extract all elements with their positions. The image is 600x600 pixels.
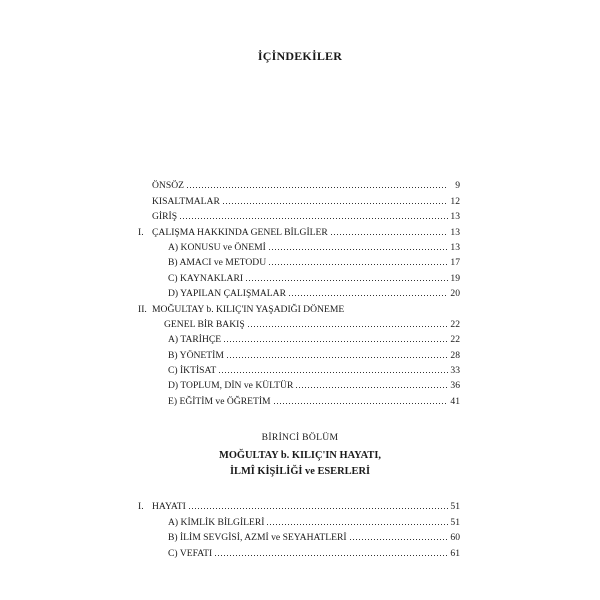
toc-entry xyxy=(138,222,460,237)
toc-dot-leader xyxy=(188,499,448,510)
toc-entry-page-number: 51 xyxy=(450,501,460,513)
toc-dot-leader xyxy=(245,271,448,282)
toc-entry-page-number: 36 xyxy=(450,380,460,392)
toc-entry-page-number: 13 xyxy=(450,211,460,223)
toc-dot-leader xyxy=(223,332,448,343)
toc-entry-label: A) TARİHÇE xyxy=(168,334,222,346)
toc-entry xyxy=(138,543,460,558)
toc-dot-leader xyxy=(226,348,448,359)
toc-entry-page-number: 13 xyxy=(450,226,460,238)
toc-entry-label: B) AMACI ve METODU xyxy=(168,257,267,269)
toc-entry xyxy=(138,253,460,268)
toc-entry xyxy=(138,512,460,527)
toc-entry xyxy=(138,238,460,253)
toc-entry xyxy=(138,376,460,391)
toc-dot-leader xyxy=(288,286,448,297)
toc-entry-number: II. xyxy=(138,303,147,315)
toc-entry xyxy=(138,299,460,314)
toc-entry-page-number: 61 xyxy=(450,547,460,559)
toc-entry-page-number: 28 xyxy=(450,349,460,361)
toc-entry-number: I. xyxy=(138,501,144,513)
toc-dot-leader xyxy=(266,515,448,526)
toc-entry xyxy=(138,284,460,299)
toc-dot-leader xyxy=(349,530,448,541)
toc-dot-leader xyxy=(268,240,448,251)
toc-entry-label: C) İKTİSAT xyxy=(168,365,217,377)
toc-entry-page-number: 41 xyxy=(450,395,460,407)
toc-entry-label: HAYATI xyxy=(152,501,186,513)
toc-dot-leader xyxy=(268,255,448,266)
toc-entry xyxy=(138,176,460,191)
table-of-contents-chapter-1 xyxy=(138,497,460,559)
toc-entry-page-number: 60 xyxy=(450,532,460,544)
toc-dot-leader xyxy=(214,546,448,557)
toc-entry-label: GİRİŞ xyxy=(152,211,178,223)
toc-entry-label: B) İLİM SEVGİSİ, AZMİ ve SEYAHATLERİ xyxy=(168,532,347,544)
toc-entry xyxy=(138,315,460,330)
toc-entry-number: I. xyxy=(138,226,144,238)
toc-entry-label: C) VEFATI xyxy=(168,547,213,559)
toc-entry-label: A) KİMLİK BİLGİLERİ xyxy=(168,516,265,528)
toc-dot-leader xyxy=(247,317,448,328)
toc-entry-label: MOĞULTAY b. KILIÇ'IN YAŞADIĞI DÖNEME xyxy=(152,303,345,315)
toc-entry-page-number: 22 xyxy=(450,334,460,346)
toc-dot-leader xyxy=(179,209,448,220)
toc-entry-label: D) YAPILAN ÇALIŞMALAR xyxy=(168,288,286,300)
toc-entry xyxy=(138,361,460,376)
toc-entry-label: E) EĞİTİM ve ÖĞRETİM xyxy=(168,395,271,407)
toc-entry xyxy=(138,330,460,345)
toc-entry-label: KISALTMALAR xyxy=(152,195,220,207)
toc-entry-page-number: 13 xyxy=(450,241,460,253)
toc-entry-label: ÇALIŞMA HAKKINDA GENEL BİLGİLER xyxy=(152,226,328,238)
toc-entry-page-number: 19 xyxy=(450,272,460,284)
toc-entry xyxy=(138,207,460,222)
toc-entry xyxy=(138,268,460,283)
toc-dot-leader xyxy=(186,178,448,189)
chapter-kicker: BİRİNCİ BÖLÜM xyxy=(261,432,339,443)
chapter-title-line-2: İLMÎ KİŞİLİĞİ ve ESERLERİ xyxy=(229,466,371,477)
toc-entry-page-number: 33 xyxy=(450,365,460,377)
toc-entry-page-number: 17 xyxy=(450,257,460,269)
toc-dot-leader xyxy=(222,194,448,205)
toc-dot-leader xyxy=(273,394,448,405)
toc-entry-label: B) YÖNETİM xyxy=(168,349,224,361)
toc-entry-label: A) KONUSU ve ÖNEMİ xyxy=(168,241,266,253)
page-title: İÇİNDEKİLER xyxy=(257,49,343,63)
toc-dot-leader xyxy=(218,363,448,374)
toc-entry-page-number: 9 xyxy=(455,180,460,192)
toc-entry xyxy=(138,391,460,406)
toc-dot-leader xyxy=(295,378,448,389)
toc-entry-page-number: 51 xyxy=(450,516,460,528)
toc-entry xyxy=(138,528,460,543)
table-of-contents-front xyxy=(138,176,460,407)
toc-entry-page-number: 20 xyxy=(450,288,460,300)
toc-entry-page-number: 12 xyxy=(450,195,460,207)
toc-entry-page-number: 22 xyxy=(450,318,460,330)
toc-entry xyxy=(138,191,460,206)
toc-entry xyxy=(138,345,460,360)
toc-entry-label: ÖNSÖZ xyxy=(152,180,184,192)
toc-entry xyxy=(138,497,460,512)
chapter-title-line-1: MOĞULTAY b. KILIÇ'IN HAYATI, xyxy=(219,450,381,461)
toc-entry-label: C) KAYNAKLARI xyxy=(168,272,244,284)
toc-entry-label: D) TOPLUM, DİN ve KÜLTÜR xyxy=(168,380,294,392)
toc-entry-label: GENEL BİR BAKIŞ xyxy=(164,318,245,330)
toc-dot-leader xyxy=(330,225,448,236)
